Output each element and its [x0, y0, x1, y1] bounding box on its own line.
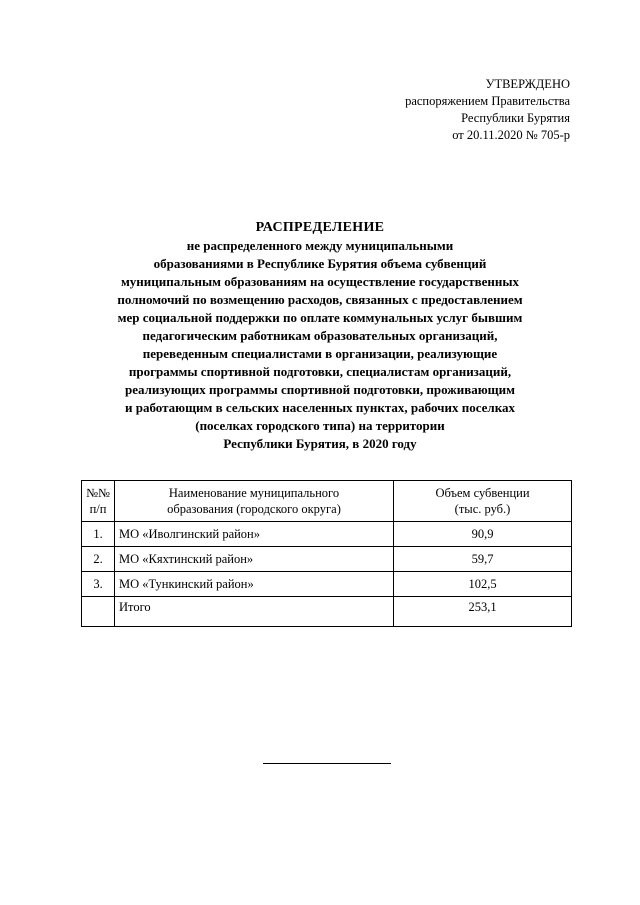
subtitle-line: муниципальным образованиям на осуществление государственных	[120, 274, 520, 289]
total-label: Итого	[115, 597, 394, 627]
subtitle-line: и работающим в сельских населенных пунктах, рабочих поселках	[124, 400, 516, 415]
row-number: 1.	[82, 522, 115, 547]
approval-stamp	[405, 76, 570, 144]
row-municipality: МО «Тункинский район»	[115, 572, 394, 597]
total-value: 253,1	[394, 597, 572, 627]
approval-authority: распоряжением Правительства	[405, 94, 570, 108]
document-subtitle	[70, 237, 570, 453]
table-row	[82, 522, 572, 547]
subtitle-line: переведенным специалистами в организации, реализующие	[142, 346, 498, 361]
subtitle-line: реализующих программы спортивной подготовки, проживающим	[125, 382, 515, 397]
subtitle-line: образованиями в Республике Бурятия объема субвенций	[153, 256, 487, 271]
row-subvention: 102,5	[394, 572, 572, 597]
subtitle-line: Республики Бурятия, в 2020 году	[223, 436, 417, 451]
subtitle-line: (поселках городского типа) на территории	[195, 418, 445, 433]
row-municipality: МО «Кяхтинский район»	[115, 547, 394, 572]
row-subvention: 59,7	[394, 547, 572, 572]
end-divider	[263, 763, 391, 764]
approval-date-number: от 20.11.2020 № 705-р	[452, 128, 570, 142]
distribution-table	[81, 480, 572, 627]
table-row	[82, 572, 572, 597]
subtitle-line: не распределенного между муниципальными	[186, 238, 454, 253]
table-header-row	[82, 481, 572, 522]
table-row	[82, 547, 572, 572]
header-number-line2: п/п	[89, 502, 107, 516]
header-municipality-line1: Наименование муниципального	[168, 486, 340, 500]
header-municipality	[115, 481, 394, 522]
total-number	[82, 597, 115, 627]
approval-label: УТВЕРЖДЕНО	[485, 77, 570, 91]
subtitle-line: полномочий по возмещению расходов, связанных с предоставлением	[117, 292, 523, 307]
header-subvention-line2: (тыс. руб.)	[454, 502, 511, 516]
subtitle-line: педагогическим работникам образовательных организаций,	[142, 328, 498, 343]
header-number-line1: №№	[86, 486, 110, 500]
row-number: 3.	[82, 572, 115, 597]
header-subvention	[394, 481, 572, 522]
row-subvention: 90,9	[394, 522, 572, 547]
header-subvention-line1: Объем субвенции	[435, 486, 530, 500]
document-heading	[70, 219, 570, 453]
header-number	[82, 481, 115, 522]
row-number: 2.	[82, 547, 115, 572]
subtitle-line: мер социальной поддержки по оплате коммунальных услуг бывшим	[117, 310, 523, 325]
approval-republic: Республики Бурятия	[461, 111, 570, 125]
subtitle-line: программы спортивной подготовки, специалистам организаций,	[128, 364, 512, 379]
document-title: РАСПРЕДЕЛЕНИЕ	[255, 220, 385, 235]
row-municipality: МО «Иволгинский район»	[115, 522, 394, 547]
table-total-row	[82, 597, 572, 627]
header-municipality-line2: образования (городского округа)	[167, 502, 341, 516]
